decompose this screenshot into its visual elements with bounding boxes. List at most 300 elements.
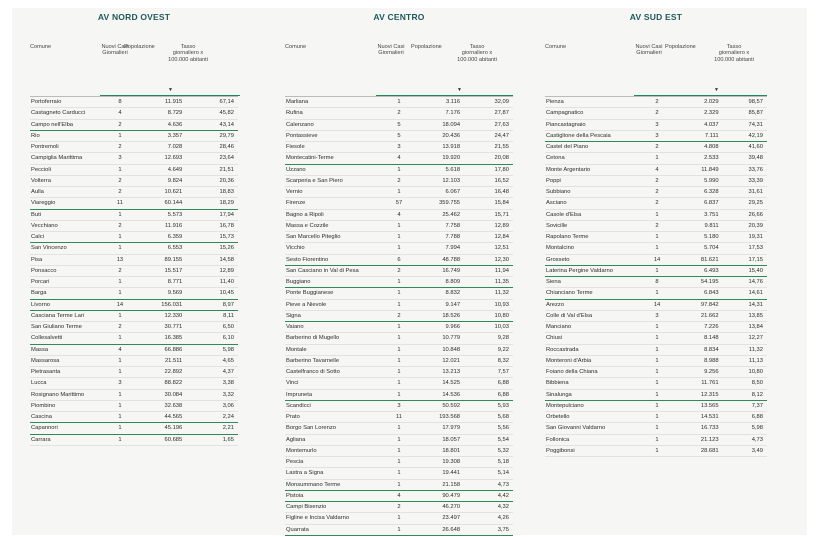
cell-popolazione: 18.801 [417,445,464,456]
cell-tasso: 16,48 [464,187,513,198]
table-row[interactable] [30,412,238,423]
cell-popolazione: 16.749 [417,265,464,276]
cell-popolazione: 14.531 [672,412,723,423]
table-row[interactable] [285,198,513,209]
cell-popolazione: 8.809 [417,277,464,288]
column-header-casi[interactable]: Nuovi Casi Giornalieri [377,44,405,57]
cell-casi: 1 [106,367,133,378]
table-row[interactable] [285,389,513,400]
cell-casi: 1 [642,367,672,378]
table-row[interactable] [285,434,513,445]
table-row[interactable] [545,108,767,119]
cell-popolazione: 6.553 [133,243,186,254]
cell-popolazione: 21.511 [133,355,186,366]
cell-comune: Pontassieve [285,130,381,141]
table-row[interactable] [545,367,767,378]
cell-tasso: 29,79 [186,130,238,141]
table-row[interactable] [285,344,513,355]
cell-casi: 1 [106,130,133,141]
table-row[interactable] [545,130,767,141]
cell-casi: 1 [381,434,417,445]
cell-comune: Campagnatico [545,108,642,119]
cell-comune: Agliana [285,434,381,445]
cell-tasso: 1,65 [186,434,238,445]
table-row[interactable] [285,310,513,321]
table-row[interactable] [285,209,513,220]
cell-tasso: 5,56 [464,423,513,434]
cell-comune: Castagneto Carducci [30,108,106,119]
cell-comune: Rufina [285,108,381,119]
cell-comune: Laterina Pergine Valdarno [545,265,642,276]
column-header-popolazione[interactable]: Popolazione [124,44,155,50]
cell-comune: Manciano [545,322,642,333]
cell-popolazione: 22.892 [133,367,186,378]
table-row[interactable] [545,119,767,130]
cell-casi: 2 [381,310,417,321]
cell-popolazione: 17.979 [417,423,464,434]
cell-comune: Massarosa [30,355,106,366]
cell-popolazione: 8.729 [133,108,186,119]
cell-popolazione: 30.084 [133,389,186,400]
cell-tasso: 15,71 [464,209,513,220]
table-row[interactable] [545,310,767,321]
table-row[interactable] [545,400,767,411]
table-row[interactable] [545,299,767,310]
table-header [545,44,767,96]
cell-tasso: 67,14 [186,97,238,108]
table-row[interactable] [285,457,513,468]
table-row[interactable] [30,288,238,299]
cell-popolazione: 26.648 [417,524,464,535]
header-divider [100,95,240,96]
cell-popolazione: 18.094 [417,119,464,130]
cell-comune: Montale [285,344,381,355]
data-table [285,96,513,536]
column-header-popolazione[interactable]: Popolazione [665,44,696,50]
cell-casi: 2 [642,175,672,186]
table-row[interactable] [285,142,513,153]
cell-popolazione: 9.811 [672,220,723,231]
cell-popolazione: 45.196 [133,423,186,434]
cell-comune: Barberino Tavarnelle [285,355,381,366]
table-row[interactable] [545,175,767,186]
table-row[interactable] [30,344,238,355]
sort-descending-icon[interactable]: ▼ [168,87,173,93]
cell-comune: Cetona [545,153,642,164]
cell-popolazione: 9.256 [672,367,723,378]
table-row[interactable] [30,333,238,344]
table-row[interactable] [30,355,238,366]
cell-casi: 2 [642,97,672,108]
cell-comune: Montemurlo [285,445,381,456]
table-row[interactable] [285,299,513,310]
cell-casi: 1 [381,355,417,366]
column-header-popolazione[interactable]: Popolazione [411,44,442,50]
table-row[interactable] [285,322,513,333]
cell-casi: 1 [381,479,417,490]
table-row[interactable] [285,277,513,288]
table-row[interactable] [285,502,513,513]
cell-tasso: 24,47 [464,130,513,141]
table-row[interactable] [30,378,238,389]
cell-tasso: 8,97 [186,299,238,310]
cell-comune: Porcari [30,277,106,288]
table-row[interactable] [30,434,238,445]
cell-popolazione: 6.837 [672,198,723,209]
panel-title: AV CENTRO [373,12,425,22]
cell-comune: Viareggio [30,198,106,209]
table-row[interactable] [285,187,513,198]
table-row[interactable] [285,412,513,423]
table-row[interactable] [545,389,767,400]
cell-comune: Asciano [545,198,642,209]
cell-comune: Bibbiena [545,378,642,389]
cell-casi: 57 [381,198,417,209]
cell-popolazione: 81.621 [672,254,723,265]
table-row[interactable] [30,310,238,321]
cell-tasso: 11,32 [464,288,513,299]
table-row[interactable] [30,187,238,198]
cell-comune: Sovicille [545,220,642,231]
cell-comune: Portoferraio [30,97,106,108]
table-row[interactable] [545,232,767,243]
cell-casi: 2 [106,220,133,231]
cell-tasso: 3,38 [186,378,238,389]
table-row[interactable] [30,232,238,243]
cell-tasso: 39,48 [723,153,767,164]
cell-tasso: 3,49 [723,445,767,456]
cell-popolazione: 359.755 [417,198,464,209]
table-row[interactable] [285,490,513,501]
cell-casi: 1 [381,299,417,310]
cell-tasso: 15,26 [186,243,238,254]
cell-tasso: 26,66 [723,209,767,220]
table-row[interactable] [285,220,513,231]
cell-tasso: 2,21 [186,423,238,434]
cell-popolazione: 97.842 [672,299,723,310]
table-row[interactable] [285,445,513,456]
table-row[interactable] [545,445,767,456]
cell-comune: Pescia [285,457,381,468]
table-row[interactable] [30,277,238,288]
cell-tasso: 19,31 [723,232,767,243]
cell-popolazione: 2.533 [672,153,723,164]
cell-casi: 1 [642,209,672,220]
table-panel [285,8,513,536]
table-row[interactable] [30,142,238,153]
cell-popolazione: 19.308 [417,457,464,468]
cell-popolazione: 14.525 [417,378,464,389]
column-header-tasso[interactable]: Tasso giornaliero x 100.000 abitanti [168,44,208,63]
cell-popolazione: 6.843 [672,288,723,299]
cell-tasso: 10,93 [464,299,513,310]
column-header-tasso[interactable]: Tasso giornaliero x 100.000 abitanti [714,44,754,63]
cell-popolazione: 48.788 [417,254,464,265]
table-row[interactable] [285,468,513,479]
cell-comune: Livorno [30,299,106,310]
cell-tasso: 17,94 [186,209,238,220]
cell-popolazione: 44.565 [133,412,186,423]
cell-popolazione: 156.031 [133,299,186,310]
cell-popolazione: 7.176 [417,108,464,119]
cell-comune: Calci [30,232,106,243]
table-row[interactable] [285,400,513,411]
cell-tasso: 4,42 [464,490,513,501]
table-row[interactable] [545,355,767,366]
column-header-comune[interactable]: Comune [545,44,567,50]
cell-comune: Impruneta [285,389,381,400]
table-row[interactable] [285,232,513,243]
table-row[interactable] [30,322,238,333]
cell-casi: 4 [381,153,417,164]
cell-casi: 3 [106,153,133,164]
cell-tasso: 12,27 [723,333,767,344]
cell-popolazione: 88.822 [133,378,186,389]
table-row[interactable] [545,322,767,333]
table-row[interactable] [285,97,513,108]
cell-popolazione: 13.565 [672,400,723,411]
cell-popolazione: 60.144 [133,198,186,209]
table-row[interactable] [545,254,767,265]
cell-casi: 3 [106,378,133,389]
table-row[interactable] [285,119,513,130]
cell-tasso: 10,45 [186,288,238,299]
cell-tasso: 32,09 [464,97,513,108]
cell-casi: 1 [642,288,672,299]
cell-casi: 11 [381,412,417,423]
cell-casi: 2 [381,108,417,119]
table-row[interactable] [545,187,767,198]
table-row[interactable] [545,97,767,108]
table-row[interactable] [30,153,238,164]
table-row[interactable] [545,243,767,254]
table-row[interactable] [30,243,238,254]
table-row[interactable] [285,423,513,434]
cell-tasso: 27,63 [464,119,513,130]
cell-popolazione: 19.920 [417,153,464,164]
table-row[interactable] [285,524,513,535]
cell-popolazione: 28.681 [672,445,723,456]
cell-comune: Calenzano [285,119,381,130]
sort-descending-icon[interactable]: ▼ [714,87,719,93]
table-row[interactable] [30,400,238,411]
cell-popolazione: 7.994 [417,243,464,254]
table-row[interactable] [545,344,767,355]
cell-comune: San Vincenzo [30,243,106,254]
cell-tasso: 8,50 [723,378,767,389]
cell-casi: 2 [381,175,417,186]
cell-tasso: 11,13 [723,355,767,366]
table-row[interactable] [30,254,238,265]
column-header-comune[interactable]: Comune [30,44,52,50]
cell-comune: Pieve a Nievole [285,299,381,310]
cell-tasso: 4,73 [464,479,513,490]
cell-comune: Follonica [545,434,642,445]
table-row[interactable] [545,434,767,445]
cell-tasso: 14,76 [723,277,767,288]
cell-casi: 1 [106,288,133,299]
table-row[interactable] [285,153,513,164]
column-header-comune[interactable]: Comune [285,44,307,50]
cell-tasso: 8,32 [464,355,513,366]
table-row[interactable] [285,367,513,378]
cell-casi: 1 [381,367,417,378]
cell-casi: 3 [381,400,417,411]
cell-tasso: 98,57 [723,97,767,108]
table-row[interactable] [545,378,767,389]
cell-comune: Figline e Incisa Valdarno [285,513,381,524]
cell-tasso: 17,80 [464,164,513,175]
cell-popolazione: 66.886 [133,344,186,355]
cell-casi: 1 [642,153,672,164]
cell-tasso: 4,73 [723,434,767,445]
table-row[interactable] [285,164,513,175]
cell-popolazione: 11.761 [672,378,723,389]
cell-tasso: 15,84 [464,198,513,209]
table-row[interactable] [30,367,238,378]
table-row[interactable] [285,108,513,119]
cell-comune: Buggiano [285,277,381,288]
cell-casi: 1 [106,232,133,243]
cell-tasso: 4,37 [186,367,238,378]
cell-casi: 1 [106,423,133,434]
table-row[interactable] [285,254,513,265]
cell-tasso: 5,93 [464,400,513,411]
table-row[interactable] [30,209,238,220]
cell-tasso: 14,58 [186,254,238,265]
column-header-casi[interactable]: Nuovi Casi Giornalieri [101,44,129,57]
cell-comune: Bagno a Ripoli [285,209,381,220]
cell-comune: Vinci [285,378,381,389]
table-row[interactable] [30,265,238,276]
table-row[interactable] [285,288,513,299]
table-row[interactable] [545,423,767,434]
cell-tasso: 15,73 [186,232,238,243]
cell-popolazione: 13.213 [417,367,464,378]
table-row[interactable] [545,333,767,344]
column-header-casi[interactable]: Nuovi Casi Giornalieri [635,44,663,57]
cell-comune: Massa e Cozzile [285,220,381,231]
table-row[interactable] [545,164,767,175]
cell-tasso: 6,10 [186,333,238,344]
cell-popolazione: 7.226 [672,322,723,333]
cell-tasso: 4,65 [186,355,238,366]
cell-tasso: 4,26 [464,513,513,524]
report-page [12,8,807,535]
cell-popolazione: 23.497 [417,513,464,524]
cell-popolazione: 54.195 [672,277,723,288]
cell-comune: San Casciano in Val di Pesa [285,265,381,276]
cell-popolazione: 4.649 [133,164,186,175]
cell-casi: 1 [106,355,133,366]
sort-descending-icon[interactable]: ▼ [457,87,462,93]
cell-casi: 4 [642,164,672,175]
cell-tasso: 5,32 [464,445,513,456]
cell-casi: 1 [642,434,672,445]
table-row[interactable] [30,299,238,310]
table-row[interactable] [285,265,513,276]
table-row[interactable] [30,198,238,209]
cell-casi: 1 [381,468,417,479]
cell-casi: 14 [642,254,672,265]
table-row[interactable] [545,265,767,276]
table-row[interactable] [285,243,513,254]
data-table [30,96,238,446]
cell-casi: 2 [106,142,133,153]
cell-casi: 2 [642,142,672,153]
cell-casi: 2 [106,119,133,130]
table-row[interactable] [285,355,513,366]
table-row[interactable] [285,130,513,141]
table-row[interactable] [285,513,513,524]
table-row[interactable] [545,277,767,288]
table-row[interactable] [545,209,767,220]
cell-casi: 3 [642,119,672,130]
table-row[interactable] [30,164,238,175]
cell-popolazione: 6.359 [133,232,186,243]
table-row[interactable] [30,97,238,108]
table-row[interactable] [30,389,238,400]
table-row[interactable] [30,423,238,434]
cell-casi: 1 [642,412,672,423]
table-row[interactable] [30,175,238,186]
cell-comune: Piancastagnaio [545,119,642,130]
cell-comune: Buti [30,209,106,220]
cell-casi: 1 [381,378,417,389]
cell-casi: 3 [642,130,672,141]
table-row[interactable] [545,412,767,423]
cell-casi: 1 [642,243,672,254]
table-row[interactable] [30,119,238,130]
cell-popolazione: 90.479 [417,490,464,501]
table-row[interactable] [285,175,513,186]
table-row[interactable] [285,378,513,389]
cell-casi: 5 [381,130,417,141]
cell-popolazione: 18.526 [417,310,464,321]
cell-comune: Colle di Val d'Elsa [545,310,642,321]
cell-comune: Subbiano [545,187,642,198]
column-header-tasso[interactable]: Tasso giornaliero x 100.000 abitanti [457,44,497,63]
cell-casi: 2 [642,220,672,231]
cell-comune: Casciana Terme Lari [30,310,106,321]
cell-tasso: 21,51 [186,164,238,175]
table-row[interactable] [545,288,767,299]
cell-tasso: 8,11 [186,310,238,321]
cell-popolazione: 3.751 [672,209,723,220]
cell-casi: 1 [381,187,417,198]
cell-comune: Uzzano [285,164,381,175]
table-row[interactable] [545,220,767,231]
table-row[interactable] [545,142,767,153]
cell-popolazione: 60.685 [133,434,186,445]
cell-comune: Piombino [30,400,106,411]
table-row[interactable] [545,198,767,209]
table-row[interactable] [285,333,513,344]
cell-tasso: 9,22 [464,344,513,355]
cell-casi: 1 [381,333,417,344]
table-row[interactable] [30,108,238,119]
table-row[interactable] [545,153,767,164]
table-row[interactable] [30,220,238,231]
cell-popolazione: 193.568 [417,412,464,423]
cell-comune: Castiglione della Pescaia [545,130,642,141]
cell-comune: Vernio [285,187,381,198]
cell-comune: Peccioli [30,164,106,175]
cell-popolazione: 11.915 [133,97,186,108]
cell-comune: San Giovanni Valdarno [545,423,642,434]
table-row[interactable] [285,479,513,490]
table-row[interactable] [30,130,238,141]
